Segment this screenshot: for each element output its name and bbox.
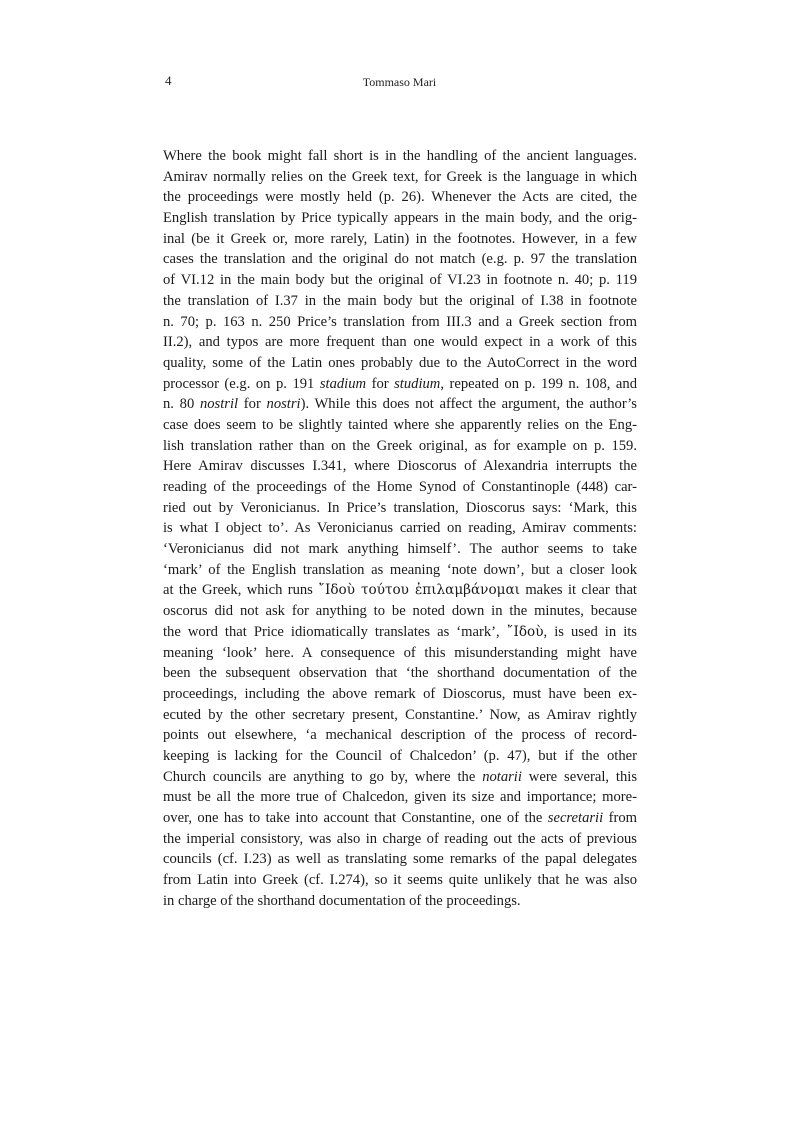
body-paragraph — [163, 146, 637, 911]
text-run: for — [238, 396, 267, 413]
text-run: quality, some of the Latin ones probably due to the AutoCorrect in the word — [163, 354, 637, 371]
text-run: makes it clear that — [525, 582, 637, 599]
text-run: Amirav normally relies on the Greek text, for Greek is the language in which — [163, 168, 637, 185]
text-line — [163, 580, 637, 601]
italic-term: notarii — [482, 768, 522, 785]
text-run: keeping is lacking for the Council of Chalcedon’ (p. 47), but if the other — [163, 747, 637, 764]
text-run: of VI.12 in the main body but the original of VI.23 in footnote n. 40; p. 119 — [163, 272, 637, 289]
text-run: for — [366, 375, 395, 392]
text-run: points out elsewhere, ‘a mechanical description of the process of record- — [163, 727, 637, 744]
text-line — [163, 353, 637, 374]
text-run: proceedings, including the above remark of Dioscorus, must have been ex- — [163, 685, 637, 702]
italic-term: secretarii — [547, 810, 604, 826]
text-line — [163, 725, 637, 746]
text-line — [163, 312, 637, 333]
text-line — [163, 539, 637, 560]
text-run: been the subsequent observation that ‘the shorthand documentation of the — [163, 665, 637, 682]
text-run: meaning ‘look’ here. A consequence of this misunderstanding might have — [163, 644, 637, 661]
italic-term: nostri — [266, 396, 301, 413]
text-line — [163, 456, 637, 477]
italic-term: studium — [394, 375, 441, 392]
text-run: , repeated on p. 199 n. 108, and — [440, 375, 637, 392]
text-line — [163, 891, 637, 912]
text-line — [163, 146, 637, 167]
text-line — [163, 187, 637, 208]
text-line — [163, 663, 637, 684]
text-line — [163, 829, 637, 850]
text-line — [163, 787, 637, 808]
text-run: over, one has to take into account that Constantine, one of the — [163, 810, 548, 826]
text-line — [163, 270, 637, 291]
text-line — [163, 374, 637, 395]
text-line — [163, 601, 637, 622]
text-run: ‘Veronicianus did not mark anything himself’. The author seems to take — [163, 541, 637, 558]
text-run: processor (e.g. on p. 191 — [163, 375, 320, 392]
text-line — [163, 477, 637, 498]
italic-term: stadium — [319, 375, 367, 392]
text-line — [163, 643, 637, 664]
text-line — [163, 332, 637, 353]
text-run: ). While this does not affect the argument, the author’s — [300, 396, 637, 413]
text-line — [163, 870, 637, 891]
text-line — [163, 394, 637, 415]
italic-term: nostril — [199, 396, 239, 413]
greek-quotation: ῎Ιδοὺ — [506, 623, 544, 640]
text-run: reading of the proceedings of the Home Synod of Constantinople (448) car- — [163, 479, 637, 495]
text-run: the imperial consistory, was also in charge of reading out the acts of previous — [163, 830, 637, 847]
text-line — [163, 746, 637, 767]
text-run: at the Greek, which runs — [163, 582, 319, 599]
text-run: case does seem to be slightly tainted where she apparently relies on the Eng- — [163, 416, 637, 433]
text-line — [163, 208, 637, 229]
text-run: the translation of I.37 in the main body but the original of I.38 in footnote — [163, 292, 637, 309]
text-run: Church councils are anything to go by, where the — [163, 768, 483, 785]
text-run: the proceedings were mostly held (p. 26). Whenever the Acts are cited, the — [163, 189, 637, 206]
text-line — [163, 808, 637, 829]
text-run: were several, this — [521, 768, 637, 785]
text-run: cases the translation and the original do not match (e.g. p. 97 the translation — [163, 251, 637, 268]
text-run: oscorus did not ask for anything to be noted down in the minutes, because — [163, 603, 637, 620]
text-run: inal (be it Greek or, more rarely, Latin) in the footnotes. However, in a few — [163, 230, 637, 247]
text-line — [163, 622, 637, 643]
text-run: councils (cf. I.23) as well as translating some remarks of the papal delegates — [163, 851, 637, 868]
text-run: n. 70; p. 163 n. 250 Price’s translation from III.3 and a Greek section from — [163, 313, 637, 330]
text-line — [163, 167, 637, 188]
text-run: in charge of the shorthand documentation of the proceedings. — [163, 892, 521, 909]
text-run: English translation by Price typically appears in the main body, and the orig- — [163, 210, 637, 227]
text-line — [163, 415, 637, 436]
text-line — [163, 560, 637, 581]
text-line — [163, 684, 637, 705]
text-run: from — [603, 810, 637, 826]
text-run: Here Amirav discusses I.341, where Dioscorus of Alexandria interrupts the — [163, 458, 637, 475]
text-run: is what I object to’. As Veronicianus carried on reading, Amirav comments: — [163, 520, 637, 537]
text-line — [163, 518, 637, 539]
text-line — [163, 249, 637, 270]
text-run: ecuted by the other secretary present, Constantine.’ Now, as Amirav rightly — [163, 706, 637, 723]
text-line — [163, 767, 637, 788]
text-run: ried out by Veronicianus. In Price’s translation, Dioscorus says: ‘Mark, this — [163, 499, 637, 516]
running-head: Tommaso Mari — [362, 75, 437, 89]
page-number: 4 — [165, 73, 172, 88]
text-run: Where the book might fall short is in the handling of the ancient languages. — [163, 148, 637, 164]
text-line — [163, 436, 637, 457]
greek-quotation: ῎Ιδοὺ τούτου ἐπιλαμβάνομαι — [318, 582, 520, 599]
text-run: the word that Price idiomatically translates as ‘mark’, — [163, 623, 507, 640]
text-run: must be all the more true of Chalcedon, given its size and importance; more- — [163, 789, 637, 806]
text-line — [163, 849, 637, 870]
text-line — [163, 229, 637, 250]
text-run: n. 80 — [163, 396, 200, 413]
text-run: , is used in its — [543, 623, 637, 640]
text-line — [163, 291, 637, 312]
text-line — [163, 705, 637, 726]
text-run: lish translation rather than on the Greek original, as for example on p. 159. — [163, 437, 637, 454]
text-run: ‘mark’ of the English translation as meaning ‘note down’, but a closer look — [163, 561, 637, 578]
text-run: II.2), and typos are more frequent than one would expect in a work of this — [163, 334, 637, 351]
text-line — [163, 498, 637, 519]
text-run: from Latin into Greek (cf. I.274), so it seems quite unlikely that he was also — [163, 872, 637, 889]
